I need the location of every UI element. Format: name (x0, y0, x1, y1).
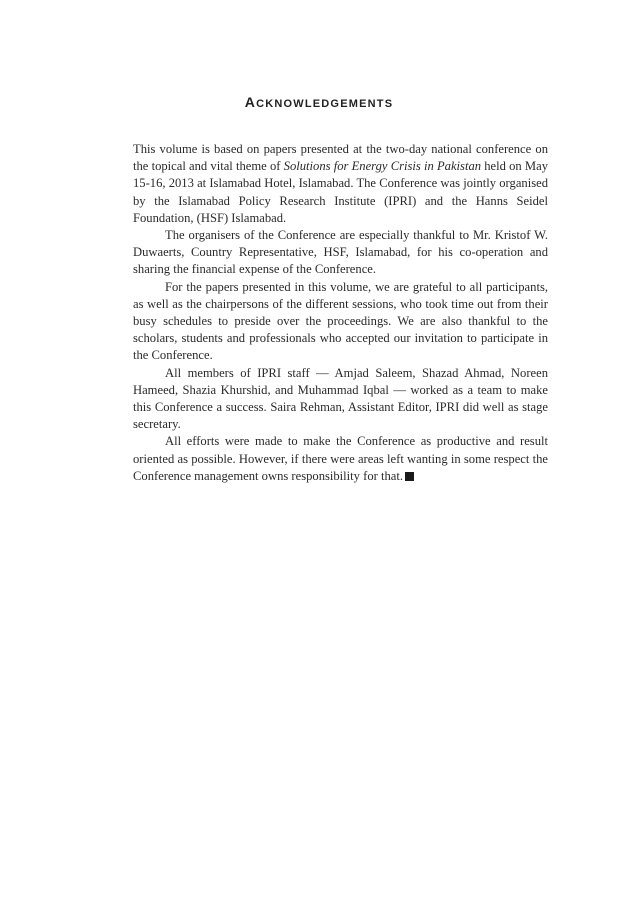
heading-rest: CKNOWLEDGEMENTS (256, 98, 394, 110)
paragraph-2: The organisers of the Conference are especially thankful to Mr. Kristof W. Duwaerts, Country Representative, HSF, Islamabad, for his co-operation and sharing the financial expense of the Conference. (133, 228, 548, 277)
conference-theme-title: Solutions for Energy Crisis in Pakistan (283, 159, 482, 174)
heading-first-letter: A (244, 94, 257, 110)
paragraph-1-end: held on May 15-16, 2013 at Islamabad Hotel, Islamabad. The Conference was jointly organised by the Islamabad Policy Research Institute (IPRI) and the Hanns Seidel Foundation, (HSF) Islamabad. (133, 159, 548, 225)
paragraph-1-start: This volume is based on papers presented at the two-day national conference on the topical and vital theme of (133, 142, 548, 174)
end-of-text-square-icon (405, 472, 414, 481)
paragraph-5-text: All efforts were made to make the Conference as productive and result oriented as possible. However, if there were areas left wanting in some respect the Conference management owns responsibility for that. (133, 434, 548, 483)
paragraph-4: All members of IPRI staff — Amjad Saleem, Shazad Ahmad, Noreen Hameed, Shazia Khurshid, and Muhammad Iqbal — worked as a team to make this Conference a success. Saira Rehman, Assistant Editor, IPRI did well as stage secretary. (133, 365, 548, 432)
paragraph-3: For the papers presented in this volume, we are grateful to all participants, as well as the chairpersons of the different sessions, who took time out from their busy schedules to preside over the proceedings. We are also thankful to the scholars, students and professionals who accepted our invitation to participate in the Conference. (133, 279, 548, 363)
paragraph-5 (133, 433, 548, 485)
paragraph-1 (133, 141, 548, 227)
page-heading (0, 94, 638, 110)
acknowledgement-body (133, 141, 548, 485)
